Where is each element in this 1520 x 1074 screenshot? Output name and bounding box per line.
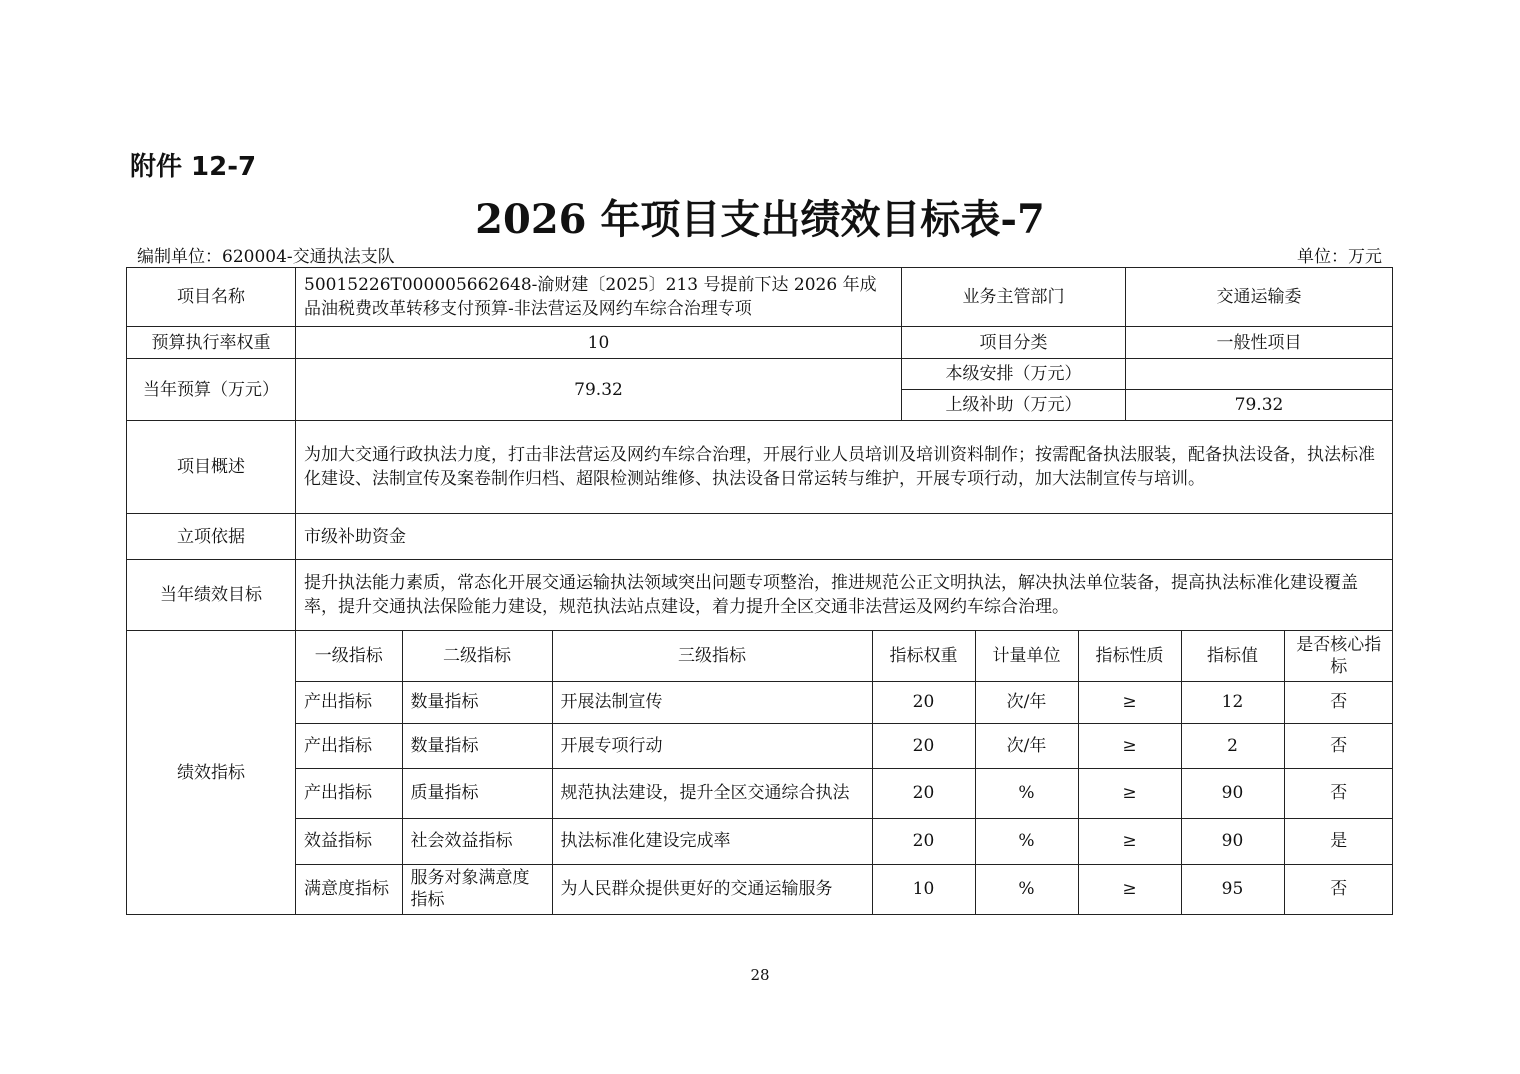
nature-cell: ≥ — [1078, 818, 1181, 864]
nature-cell: ≥ — [1078, 864, 1181, 914]
value-cell: 90 — [1181, 818, 1284, 864]
attachment-label: 附件 12-7 — [130, 152, 257, 182]
level3-cell: 为人民群众提供更好的交通运输服务 — [552, 864, 872, 914]
header-cell: 三级指标 — [552, 631, 872, 681]
level3-cell: 规范执法建设，提升全区交通综合执法 — [552, 768, 872, 818]
header-cell: 计量单位 — [975, 631, 1078, 681]
value-cell: 95 — [1181, 864, 1284, 914]
budget-value: 79.32 — [296, 359, 902, 421]
category-label: 项目分类 — [902, 327, 1126, 359]
level1-cell: 产出指标 — [296, 681, 402, 723]
table-row — [296, 818, 1393, 864]
perf-indicators-table — [296, 631, 1393, 914]
nature-cell: ≥ — [1078, 723, 1181, 768]
header-cell: 指标权重 — [872, 631, 975, 681]
page-number: 28 — [750, 966, 770, 984]
project-name-value: 50015226T000005662648-渝财建〔2025〕213 号提前下达 2026 年成品油税费改革转移支付预算-非法营运及网约车综合治理专项 — [296, 268, 902, 327]
level2-cell: 质量指标 — [402, 768, 552, 818]
header-cell: 指标性质 — [1078, 631, 1181, 681]
upper-subsidy-value: 79.32 — [1126, 390, 1393, 421]
weight-cell: 20 — [872, 681, 975, 723]
table-row — [296, 681, 1393, 723]
weight-cell: 10 — [872, 864, 975, 914]
basis-label: 立项依据 — [127, 514, 296, 560]
level2-cell: 数量指标 — [402, 681, 552, 723]
level1-cell: 产出指标 — [296, 723, 402, 768]
table-row — [296, 723, 1393, 768]
header-cell: 一级指标 — [296, 631, 402, 681]
unit-cell: % — [975, 864, 1078, 914]
header-cell: 是否核心指标 — [1284, 631, 1393, 681]
perf-indicators-label: 绩效指标 — [127, 631, 296, 915]
core-cell: 否 — [1284, 864, 1393, 914]
nature-cell: ≥ — [1078, 768, 1181, 818]
unit-cell: 次/年 — [975, 723, 1078, 768]
level2-cell: 数量指标 — [402, 723, 552, 768]
exec-weight-value: 10 — [296, 327, 902, 359]
currency-unit: 单位：万元 — [1297, 247, 1382, 267]
table-row — [296, 768, 1393, 818]
compiler-unit: 编制单位：620004-交通执法支队 — [137, 247, 395, 267]
project-name-label: 项目名称 — [127, 268, 296, 327]
level1-cell: 满意度指标 — [296, 864, 402, 914]
header-cell: 二级指标 — [402, 631, 552, 681]
goal-label: 当年绩效目标 — [127, 560, 296, 631]
goal-text: 提升执法能力素质，常态化开展交通运输执法领域突出问题专项整治，推进规范公正文明执法，解决执法单位装备，提高执法标准化建设覆盖率，提升交通执法保险能力建设，规范执法站点建设，着力提升全区交通非法营运及网约车综合治理。 — [296, 560, 1393, 631]
unit-cell: % — [975, 768, 1078, 818]
header-cell: 指标值 — [1181, 631, 1284, 681]
value-cell: 2 — [1181, 723, 1284, 768]
table-row — [296, 864, 1393, 914]
core-cell: 否 — [1284, 681, 1393, 723]
weight-cell: 20 — [872, 768, 975, 818]
level2-cell: 服务对象满意度指标 — [402, 864, 552, 914]
value-cell: 90 — [1181, 768, 1284, 818]
upper-subsidy-label: 上级补助（万元） — [902, 390, 1126, 421]
weight-cell: 20 — [872, 818, 975, 864]
core-cell: 否 — [1284, 768, 1393, 818]
document-title: 2026 年项目支出绩效目标表-7 — [475, 196, 1045, 243]
level3-cell: 开展法制宣传 — [552, 681, 872, 723]
weight-cell: 20 — [872, 723, 975, 768]
dept-label: 业务主管部门 — [902, 268, 1126, 327]
local-budget-value — [1126, 359, 1393, 390]
value-cell: 12 — [1181, 681, 1284, 723]
perf-indicators-cell — [296, 631, 1393, 915]
level2-cell: 社会效益指标 — [402, 818, 552, 864]
level3-cell: 开展专项行动 — [552, 723, 872, 768]
exec-weight-label: 预算执行率权重 — [127, 327, 296, 359]
core-cell: 是 — [1284, 818, 1393, 864]
performance-target-table — [126, 267, 1393, 915]
basis-text: 市级补助资金 — [296, 514, 1393, 560]
core-cell: 否 — [1284, 723, 1393, 768]
level3-cell: 执法标准化建设完成率 — [552, 818, 872, 864]
level1-cell: 效益指标 — [296, 818, 402, 864]
unit-cell: 次/年 — [975, 681, 1078, 723]
perf-header-row — [296, 631, 1393, 681]
unit-cell: % — [975, 818, 1078, 864]
dept-value: 交通运输委 — [1126, 268, 1393, 327]
overview-text: 为加大交通行政执法力度，打击非法营运及网约车综合治理，开展行业人员培训及培训资料制作；按需配备执法服装，配备执法设备，执法标准化建设、法制宣传及案卷制作归档、超限检测站维修、执法设备日常运转与维护，开展专项行动，加大法制宣传与培训。 — [296, 421, 1393, 514]
budget-label: 当年预算（万元） — [127, 359, 296, 421]
nature-cell: ≥ — [1078, 681, 1181, 723]
category-value: 一般性项目 — [1126, 327, 1393, 359]
local-budget-label: 本级安排（万元） — [902, 359, 1126, 390]
level1-cell: 产出指标 — [296, 768, 402, 818]
overview-label: 项目概述 — [127, 421, 296, 514]
